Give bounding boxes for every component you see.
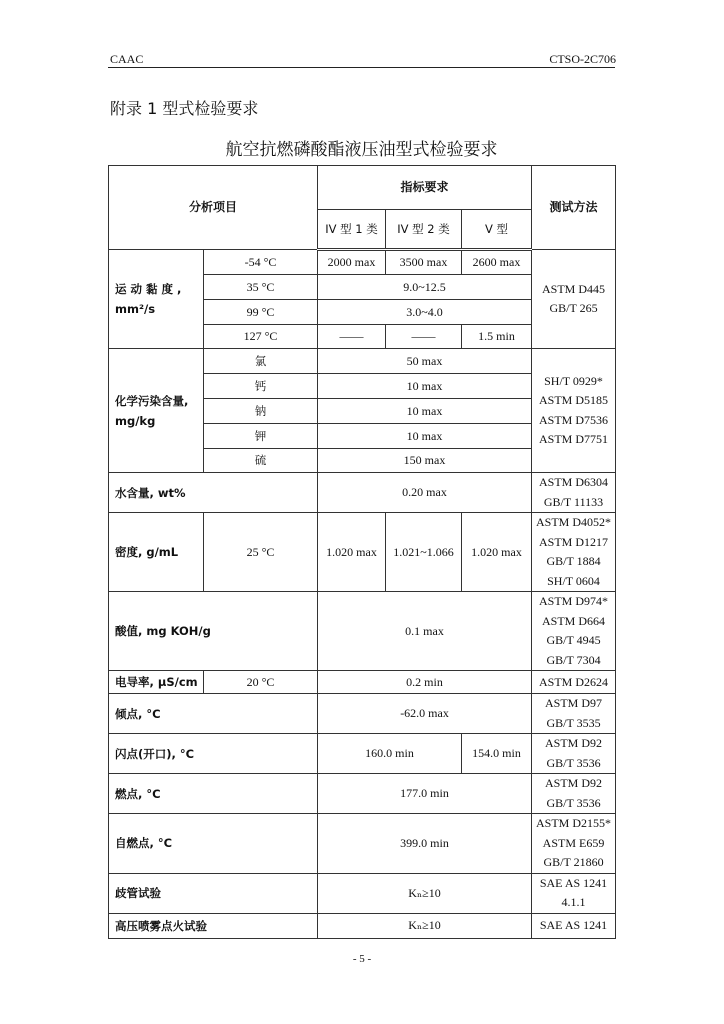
method-line: ASTM D2155*	[536, 816, 612, 830]
manifold-test-methods	[532, 873, 616, 913]
conductivity-label: 电导率, μS/cm	[109, 671, 204, 694]
conductivity-method: ASTM D2624	[532, 671, 616, 694]
method-line: GB/T 21860	[543, 855, 604, 869]
method-line: ASTM E659	[542, 835, 605, 850]
contamination-element: 氯	[204, 349, 318, 374]
method-line: GB/T 7304	[546, 652, 601, 667]
water-label: 水含量, wt%	[109, 473, 318, 513]
density-v: 1.020 max	[462, 513, 532, 592]
flash-point-iv-value: 160.0 min	[318, 734, 462, 774]
viscosity-temp: 99 °C	[204, 300, 318, 325]
contamination-element: 硫	[204, 449, 318, 473]
method-line: ASTM D1217	[539, 534, 609, 549]
method-line: ASTM D664	[542, 613, 606, 628]
acid-label: 酸值, mg KOH/g	[109, 592, 318, 671]
viscosity-temp: -54 °C	[204, 250, 318, 275]
header-rule	[108, 67, 615, 68]
col-method-header: 测试方法	[532, 166, 616, 250]
type-v-header: V 型	[462, 210, 532, 250]
viscosity-range: 3.0~4.0	[318, 300, 532, 325]
viscosity-iv1: ——	[318, 325, 386, 349]
fire-point-value: 177.0 min	[318, 774, 532, 814]
inspection-requirements-table	[108, 165, 616, 939]
density-label: 密度, g/mL	[109, 513, 204, 592]
contamination-value: 10 max	[318, 424, 532, 449]
method-line: ASTM D97	[545, 696, 603, 710]
water-value: 0.20 max	[318, 473, 532, 513]
appendix-title: 附录 1 型式检验要求	[110, 99, 259, 118]
manifold-test-label: 歧管试验	[109, 873, 318, 913]
method-line: GB/T 265	[549, 301, 598, 315]
viscosity-v: 1.5 min	[462, 325, 532, 349]
autoignition-label: 自燃点, °C	[109, 814, 318, 874]
method-line: GB/T 3536	[546, 795, 601, 810]
pour-point-value: -62.0 max	[318, 694, 532, 734]
viscosity-label: 运 动 黏 度 , mm²/s	[109, 250, 204, 349]
page-number: - 5 -	[352, 953, 372, 965]
method-line: ASTM D92	[545, 776, 603, 790]
contamination-label: 化学污染含量, mg/kg	[109, 349, 204, 473]
acid-methods	[532, 592, 616, 671]
method-line: GB/T 11133	[543, 494, 604, 509]
type-iv2-header: IV 型 2 类	[386, 210, 462, 250]
method-line: ASTM D92	[545, 736, 603, 750]
type-iv1-header: IV 型 1 类	[318, 210, 386, 250]
fire-point-methods	[532, 774, 616, 814]
spray-ignition-value: Kₙ≥10	[318, 913, 532, 938]
method-line: ASTM D7751	[539, 432, 609, 446]
flash-point-methods	[532, 734, 616, 774]
conductivity-value: 0.2 min	[318, 671, 532, 694]
autoignition-value: 399.0 min	[318, 814, 532, 874]
acid-value: 0.1 max	[318, 592, 532, 671]
spray-ignition-label: 高压喷雾点火试验	[109, 913, 318, 938]
flash-point-label: 闪点(开口), °C	[109, 734, 318, 774]
viscosity-v: 2600 max	[462, 250, 532, 275]
method-line: GB/T 3535	[546, 715, 601, 730]
col-item-header: 分析项目	[109, 166, 318, 250]
method-line: ASTM D4052*	[536, 515, 612, 529]
method-line: GB/T 4945	[546, 633, 601, 647]
fire-point-label: 燃点, °C	[109, 774, 318, 814]
viscosity-methods	[532, 250, 616, 349]
contamination-element: 钠	[204, 399, 318, 424]
autoignition-methods	[532, 814, 616, 874]
method-line: ASTM D6304	[539, 475, 609, 489]
contamination-value: 150 max	[318, 449, 532, 473]
contamination-value: 10 max	[318, 374, 532, 399]
col-spec-header: 指标要求	[318, 166, 532, 210]
document-title: 航空抗燃磷酸酯液压油型式检验要求	[225, 140, 498, 160]
header-right: CTSO-2C706	[549, 52, 616, 66]
method-line: ASTM D7536	[539, 412, 609, 427]
manifold-test-value: Kₙ≥10	[318, 873, 532, 913]
viscosity-iv2: ——	[386, 325, 462, 349]
pour-point-label: 倾点, °C	[109, 694, 318, 734]
density-temp: 25 °C	[204, 513, 318, 592]
viscosity-temp: 127 °C	[204, 325, 318, 349]
density-iv2: 1.021~1.066	[386, 513, 462, 592]
density-methods	[532, 513, 616, 592]
viscosity-temp: 35 °C	[204, 275, 318, 300]
method-line: ASTM D445	[542, 281, 606, 296]
method-line: SH/T 0929*	[544, 373, 603, 388]
method-line: 4.1.1	[561, 895, 586, 909]
conductivity-temp: 20 °C	[204, 671, 318, 694]
flash-point-v-value: 154.0 min	[462, 734, 532, 774]
viscosity-iv1: 2000 max	[318, 250, 386, 275]
water-methods	[532, 473, 616, 513]
method-line: GB/T 1884	[546, 554, 601, 568]
contamination-methods	[532, 349, 616, 473]
viscosity-iv2: 3500 max	[386, 250, 462, 275]
density-iv1: 1.020 max	[318, 513, 386, 592]
method-line: ASTM D5185	[539, 393, 609, 407]
contamination-element: 钙	[204, 374, 318, 399]
spray-ignition-method: SAE AS 1241	[532, 913, 616, 938]
contamination-value: 10 max	[318, 399, 532, 424]
pour-point-methods	[532, 694, 616, 734]
contamination-value: 50 max	[318, 349, 532, 374]
viscosity-range: 9.0~12.5	[318, 275, 532, 300]
method-line: ASTM D974*	[539, 594, 609, 608]
method-line: SH/T 0604	[547, 573, 600, 588]
contamination-element: 钾	[204, 424, 318, 449]
method-line: SAE AS 1241	[539, 875, 608, 890]
header-left: CAAC	[110, 52, 144, 66]
method-line: GB/T 3536	[546, 755, 601, 770]
